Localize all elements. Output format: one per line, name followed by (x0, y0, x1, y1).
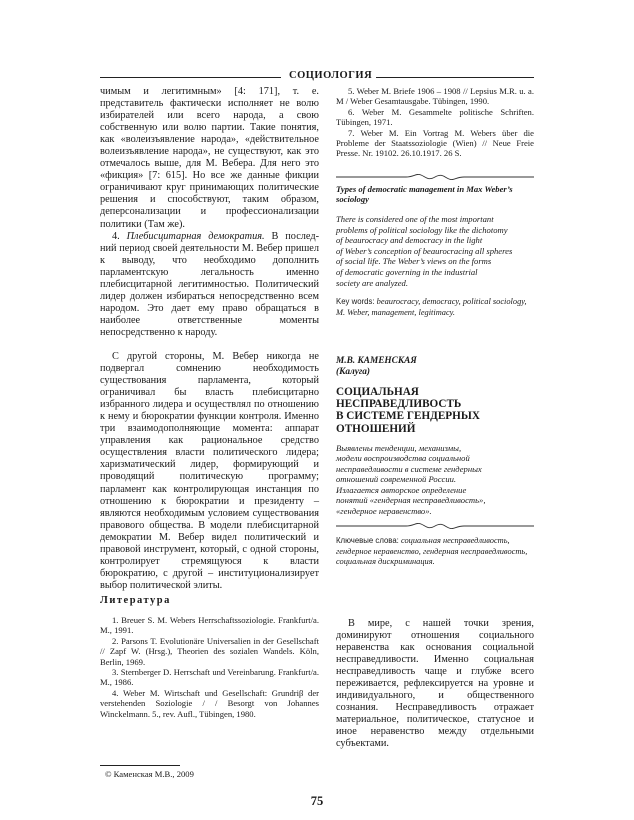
header-rule-left (100, 77, 281, 78)
copyright-note: © Каменская М.В., 2009 (105, 769, 194, 779)
paragraph: В мире, с нашей точки зрения, доминируют отношения социального неравенства как основания социальной несправедливости. Именно социальная несправедливость чаще и глубже всего переживается, рефлексируется на уровне и индивидуального, и общественного сознания. Несправедливость отражает материальное, политическое, статусное и иное неравенство между отдельными субъектами. (336, 618, 534, 750)
footnote-rule (100, 765, 180, 766)
ornament-divider (336, 521, 534, 531)
item4-heading: Плебисцитарная демократия. (126, 230, 265, 242)
english-title: Types of democratic management in Max Weber’s sociology (336, 184, 513, 204)
author-name: М.В. КАМЕНСКАЯ (336, 356, 417, 366)
reference-item: 2. Parsons T. Evolutionäre Universalien in der Gesellschaft // Zapf W. (Hrsg.), Theorien des sozialen Wandels. Köln, Berlin, 1969. (100, 635, 319, 667)
left-column (100, 86, 319, 719)
author-city: (Калуга) (336, 367, 371, 377)
english-summary (336, 184, 534, 318)
running-header: СОЦИОЛОГИЯ (285, 70, 376, 81)
article-body (336, 618, 534, 751)
page-number: 75 (310, 794, 324, 808)
russian-abstract: Выявлены тенденции, механизмы, модели воспроизводства социальной несправедливости в системе гендерных отношений современной России. Излагается авторское определение понятий «гендерная несправедливость», «гендерное неравенство». (336, 442, 486, 516)
paragraph-item4: 4. Плебисцитарная демократия. В послед- ний период своей деятельности М. Вебер пришел к выводу, что необходимо дополнить парламентскую легальность именно плебисцитарной легитимностью. Политический лидер должен избираться непосредственно всем народом. Это дает ему право обращаться в наиболее ответственные моменты непосредственно к народу. (100, 230, 320, 338)
reference-item: 5. Weber M. Briefe 1906 – 1908 // Lepsius M.R. u. a. M / Weber Gesamtausgabe. Tübingen, 1990. (336, 86, 534, 107)
english-abstract: There is considered one of the most important problems of political sociology like the dichotomy of beaurocracy and democracy in the light of Weber’s conception of beaurocracing all spheres of social life. The Weber’s views on the forms of democratic governing in the industrial society are analyzed. (336, 214, 513, 288)
english-keywords: Key words: beaurocracy, democracy, political sociology, M. Weber, management, legitimacy. (336, 297, 527, 317)
reference-item: 4. Weber M. Wirtschaft und Gesellschaft: Grundriβ der verstehenden Soziologie / / Besorgt von Johannes Winckelmann. 5., rev. Aufl., Tübingen, 1980. (100, 687, 319, 719)
reference-item: 3. Sternberger D. Herrschaft und Vereinbarung. Frankfurt/a. M., 1986. (100, 667, 319, 688)
reference-item: 1. Breuer S. M. Webers Herrschaftssoziologie. Frankfurt/a. M., 1991. (100, 614, 319, 636)
right-references (336, 86, 534, 159)
reference-item: 7. Weber M. Ein Vortrag M. Webers über die Probleme der Staatssoziologie (Wien) // Neue Freie Presse. Nr. 19102. 26.10.1917. 26 S. (336, 127, 534, 159)
article-title: СОЦИАЛЬНАЯ НЕСПРАВЕДЛИВОСТЬ В СИСТЕМЕ ГЕНДЕРНЫХ ОТНОШЕНИЙ (336, 386, 480, 435)
reference-item: 6. Weber M. Gesammelte politische Schriften. Tübingen, 1971. (336, 106, 534, 128)
paragraph: чимым и легитимным» [4: 171], т. е. представитель фактически исполняет не волю избирателей или всего народа, а свою собственную или волю партии. Такие понятия, как «волеизъявление народа», «действительное волеизъявление народа», не существуют, как это отмечалось выше, для М. Вебера. Для него это «фикция» [7: 615]. Но все же данные фикции ограничивают круг принимающих политические решения и способствуют, таким образом, деперсонализации и профессионализации политики (Там же). (100, 86, 319, 230)
header-rule-right (370, 77, 534, 78)
ornament-divider (336, 172, 534, 182)
russian-keywords: Ключевые слова: социальная несправедливость, гендерное неравенство, гендерная несправедливость, социальная дискриминация. (336, 536, 528, 567)
literature-heading: Литература (100, 594, 171, 606)
article-header (336, 356, 534, 516)
paragraph: С другой стороны, М. Вебер никогда не подвергал сомнению необходимость существования парламента, который ограничивал бы власть плебисцитарно избранного лидера и осуществлял по отношению к нему и бюрократии функции контроля. Именно три взаимодополняющие момента: аппарат управления как рациональное средство осуществления власти политического лидера; харизматический лидер, формирующий и проводящий политическую программу; парламент как контролирующая инстанция по отношению к бюрократии и президенту – являются необходимым условием существования правового общества. В модели плебисцитарной демократии М. Вебер видел политический и правовой инструмент, который, с одной стороны, контролирует стремящуюся к власти бюрократию, с другой – институционализирует выбор политической элиты. (100, 350, 319, 591)
